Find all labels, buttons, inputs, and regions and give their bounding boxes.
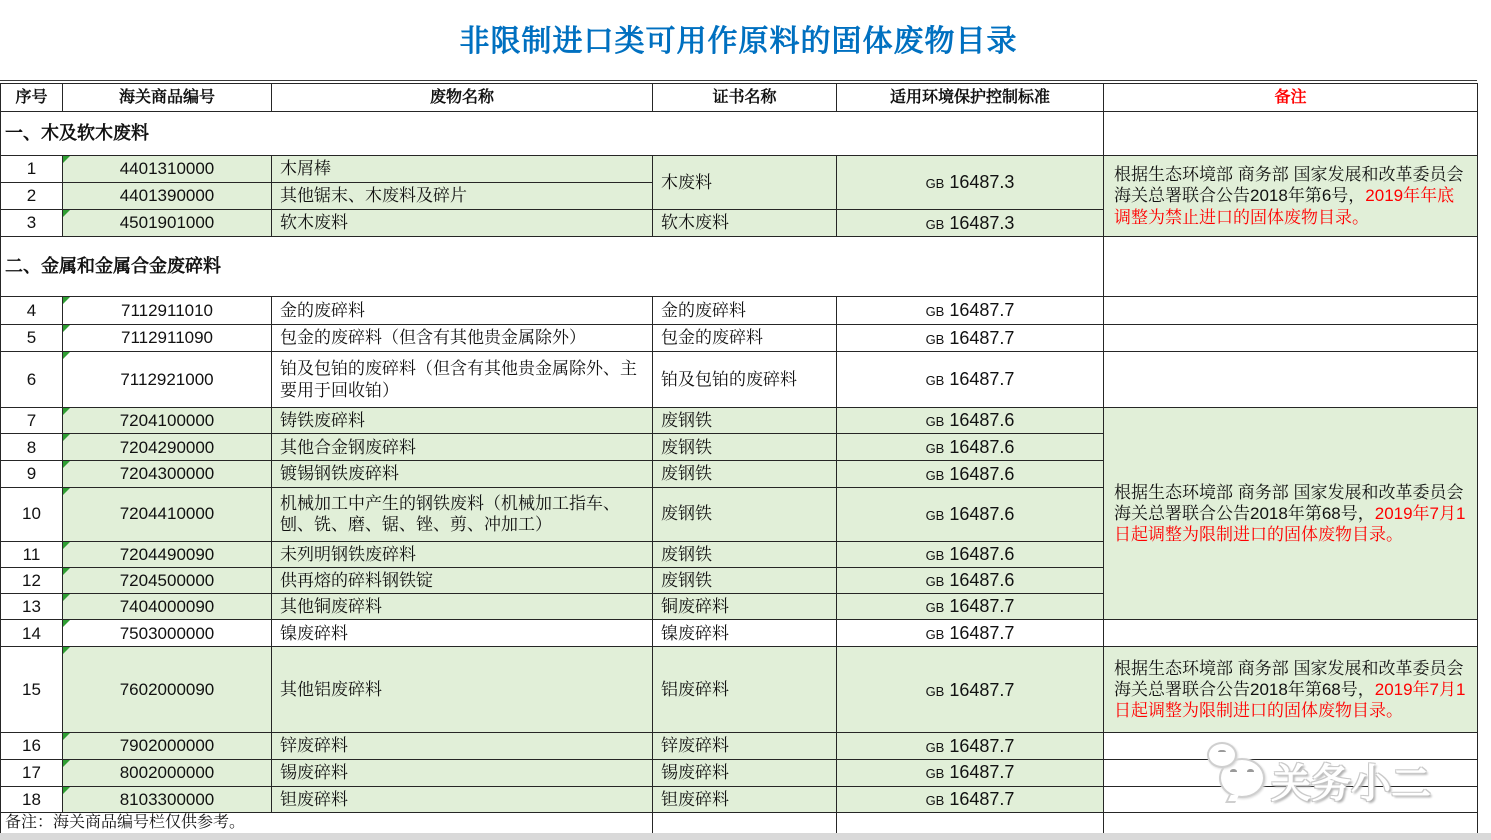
page-title: 非限制进口类可用作原料的固体废物目录: [459, 25, 1018, 58]
hs-code-cell: 7204300000: [63, 461, 272, 487]
table-row-17: [1, 759, 1478, 786]
waste-name-cell: 其他锯末、木废料及碎片: [272, 183, 653, 210]
col-header-standard: 适用环境保护控制标准: [837, 84, 1104, 112]
col-header-waste-name: 废物名称: [272, 84, 653, 112]
section-2-title: 二、金属和金属合金废碎料: [1, 237, 1104, 297]
section-1-remark-empty-cell: [1104, 112, 1478, 156]
certificate-cell: 铜废碎料: [653, 594, 837, 620]
waste-catalog-table: [0, 83, 1478, 835]
table-row-14: [1, 620, 1478, 647]
cell-flag-triangle-icon: [63, 733, 70, 740]
row-number-cell: 4: [1, 297, 63, 325]
section-2-row: [1, 237, 1478, 297]
remark-cell-empty: [1104, 352, 1478, 408]
hs-code-cell: 7112921000: [63, 352, 272, 408]
certificate-cell: 废钢铁: [653, 408, 837, 434]
remark-cell-rows-1-3: 根据生态环境部 商务部 国家发展和改革委员会海关总署联合公告2018年第6号，2019年年底调整为禁止进口的固体废物目录。: [1104, 156, 1478, 237]
waste-name-cell: 软木废料: [272, 210, 653, 237]
hs-code-cell: 7204490090: [63, 541, 272, 567]
cell-flag-triangle-icon: [63, 787, 70, 794]
waste-name-cell: 金的废碎料: [272, 297, 653, 325]
waste-name-cell: 供再熔的碎料钢铁锭: [272, 567, 653, 593]
table-row-15: [1, 647, 1478, 733]
hs-code-cell: 8103300000: [63, 786, 272, 812]
waste-name-cell: 其他铝废碎料: [272, 647, 653, 733]
cell-flag-triangle-icon: [63, 297, 70, 304]
standard-cell: GB 16487.6: [837, 408, 1104, 434]
standard-cell: GB 16487.3: [837, 210, 1104, 237]
hs-code-cell: 7902000000: [63, 733, 272, 759]
waste-name-cell: 钽废碎料: [272, 786, 653, 812]
cell-flag-triangle-icon: [63, 620, 70, 627]
hs-code-cell: 7204410000: [63, 487, 272, 541]
row-number-cell: 5: [1, 325, 63, 352]
certificate-cell: 包金的废碎料: [653, 325, 837, 352]
waste-name-cell: 其他合金钢废碎料: [272, 434, 653, 461]
remark-cell-empty: [1104, 786, 1478, 812]
footer-empty-cell: [1104, 812, 1478, 834]
waste-name-cell: 其他铜废碎料: [272, 594, 653, 620]
standard-cell: GB 16487.6: [837, 541, 1104, 567]
col-header-hs-code: 海关商品编号: [63, 84, 272, 112]
cell-flag-triangle-icon: [63, 325, 70, 332]
hs-code-cell: 4401390000: [63, 183, 272, 210]
certificate-cell: 废钢铁: [653, 487, 837, 541]
table-row-5: [1, 325, 1478, 352]
remark-cell-empty: [1104, 325, 1478, 352]
certificate-cell: 锡废碎料: [653, 759, 837, 786]
section-1-row: [1, 112, 1478, 156]
remark-cell-empty: [1104, 297, 1478, 325]
footer-row: [1, 812, 1478, 834]
standard-cell: GB 16487.6: [837, 461, 1104, 487]
hs-code-cell: 7112911010: [63, 297, 272, 325]
waste-name-cell: 包金的废碎料（但含有其他贵金属除外）: [272, 325, 653, 352]
cell-flag-triangle-icon: [63, 542, 70, 549]
standard-cell: GB 16487.7: [837, 325, 1104, 352]
row-number-cell: 12: [1, 567, 63, 593]
waste-name-cell: 未列明钢铁废碎料: [272, 541, 653, 567]
table-row-16: [1, 733, 1478, 759]
remark-cell-empty: [1104, 759, 1478, 786]
header-row: [1, 84, 1478, 112]
certificate-cell: 废钢铁: [653, 541, 837, 567]
hs-code-cell: 8002000000: [63, 759, 272, 786]
waste-name-cell: 镍废碎料: [272, 620, 653, 647]
hs-code-cell: 7404000090: [63, 594, 272, 620]
cell-flag-triangle-icon: [63, 647, 70, 654]
table-row-18: [1, 786, 1478, 812]
standard-cell: GB 16487.6: [837, 567, 1104, 593]
standard-cell: GB 16487.6: [837, 487, 1104, 541]
footer-empty-cell: [653, 812, 837, 834]
certificate-cell: 木废料: [653, 156, 837, 210]
section-1-title: 一、木及软木废料: [1, 112, 1104, 156]
footer-note: 备注：海关商品编号栏仅供参考。: [1, 812, 653, 834]
cell-flag-triangle-icon: [63, 352, 70, 359]
standard-cell: GB 16487.7: [837, 620, 1104, 647]
row-number-cell: 3: [1, 210, 63, 237]
row-number-cell: 13: [1, 594, 63, 620]
row-number-cell: 11: [1, 541, 63, 567]
remark-cell-empty: [1104, 733, 1478, 759]
watermark-text: 关务小二: [1271, 762, 1431, 806]
standard-cell: GB 16487.7: [837, 594, 1104, 620]
certificate-cell: 锌废碎料: [653, 733, 837, 759]
hs-code-cell: 4401310000: [63, 156, 272, 183]
cell-flag-triangle-icon: [63, 461, 70, 468]
standard-cell: GB 16487.7: [837, 786, 1104, 812]
table-row-6: [1, 352, 1478, 408]
remark-cell-rows-7-13: 根据生态环境部 商务部 国家发展和改革委员会海关总署联合公告2018年第68号，2019年7月1日起调整为限制进口的固体废物目录。: [1104, 408, 1478, 620]
col-header-certificate: 证书名称: [653, 84, 837, 112]
table-row-7: [1, 408, 1478, 434]
table-row-4: [1, 297, 1478, 325]
row-number-cell: 2: [1, 183, 63, 210]
certificate-cell: 金的废碎料: [653, 297, 837, 325]
row-number-cell: 6: [1, 352, 63, 408]
remark-cell-row-15: 根据生态环境部 商务部 国家发展和改革委员会海关总署联合公告2018年第68号，2019年7月1日起调整为限制进口的固体废物目录。: [1104, 647, 1478, 733]
standard-cell: GB 16487.7: [837, 297, 1104, 325]
hs-code-cell: 7503000000: [63, 620, 272, 647]
certificate-cell: 钽废碎料: [653, 786, 837, 812]
standard-cell: GB 16487.7: [837, 733, 1104, 759]
row-number-cell: 14: [1, 620, 63, 647]
hs-code-cell: 7112911090: [63, 325, 272, 352]
certificate-cell: 废钢铁: [653, 567, 837, 593]
footer-empty-cell: [837, 812, 1104, 834]
certificate-cell: 废钢铁: [653, 461, 837, 487]
waste-name-cell: 锡废碎料: [272, 759, 653, 786]
bottom-gray-strip: [0, 833, 1491, 840]
row-number-cell: 9: [1, 461, 63, 487]
certificate-cell: 镍废碎料: [653, 620, 837, 647]
row-number-cell: 17: [1, 759, 63, 786]
certificate-cell: 铂及包铂的废碎料: [653, 352, 837, 408]
cell-flag-triangle-icon: [63, 488, 70, 495]
cell-flag-triangle-icon: [63, 210, 70, 217]
certificate-cell: 废钢铁: [653, 434, 837, 461]
standard-cell: GB 16487.3: [837, 156, 1104, 210]
section-2-remark-empty-cell: [1104, 237, 1478, 297]
row-number-cell: 8: [1, 434, 63, 461]
certificate-cell: 铝废碎料: [653, 647, 837, 733]
standard-cell: GB 16487.7: [837, 352, 1104, 408]
hs-code-cell: 7204290000: [63, 434, 272, 461]
cell-flag-triangle-icon: [63, 156, 70, 163]
hs-code-cell: 4501901000: [63, 210, 272, 237]
row-number-cell: 1: [1, 156, 63, 183]
row-number-cell: 10: [1, 487, 63, 541]
col-header-remark: 备注: [1104, 84, 1478, 112]
waste-name-cell: 锌废碎料: [272, 733, 653, 759]
waste-name-cell: 木屑棒: [272, 156, 653, 183]
cell-flag-triangle-icon: [63, 760, 70, 767]
row-number-cell: 7: [1, 408, 63, 434]
standard-cell: GB 16487.7: [837, 759, 1104, 786]
cell-flag-triangle-icon: [63, 594, 70, 601]
remark-cell-empty: [1104, 620, 1478, 647]
waste-name-cell: 镀锡钢铁废碎料: [272, 461, 653, 487]
row-number-cell: 18: [1, 786, 63, 812]
col-header-seq: 序号: [1, 84, 63, 112]
waste-name-cell: 铂及包铂的废碎料（但含有其他贵金属除外、主要用于回收铂）: [272, 352, 653, 408]
cell-flag-triangle-icon: [63, 568, 70, 575]
waste-name-cell: 铸铁废碎料: [272, 408, 653, 434]
cell-flag-triangle-icon: [63, 408, 70, 415]
waste-name-cell: 机械加工中产生的钢铁废料（机械加工指车、刨、铣、磨、锯、锉、剪、冲加工）: [272, 487, 653, 541]
hs-code-cell: 7204500000: [63, 567, 272, 593]
table-row-1: [1, 156, 1478, 183]
cell-flag-triangle-icon: [63, 434, 70, 441]
standard-cell: GB 16487.7: [837, 647, 1104, 733]
certificate-cell: 软木废料: [653, 210, 837, 237]
row-number-cell: 16: [1, 733, 63, 759]
hs-code-cell: 7602000090: [63, 647, 272, 733]
standard-cell: GB 16487.6: [837, 434, 1104, 461]
hs-code-cell: 7204100000: [63, 408, 272, 434]
row-number-cell: 15: [1, 647, 63, 733]
